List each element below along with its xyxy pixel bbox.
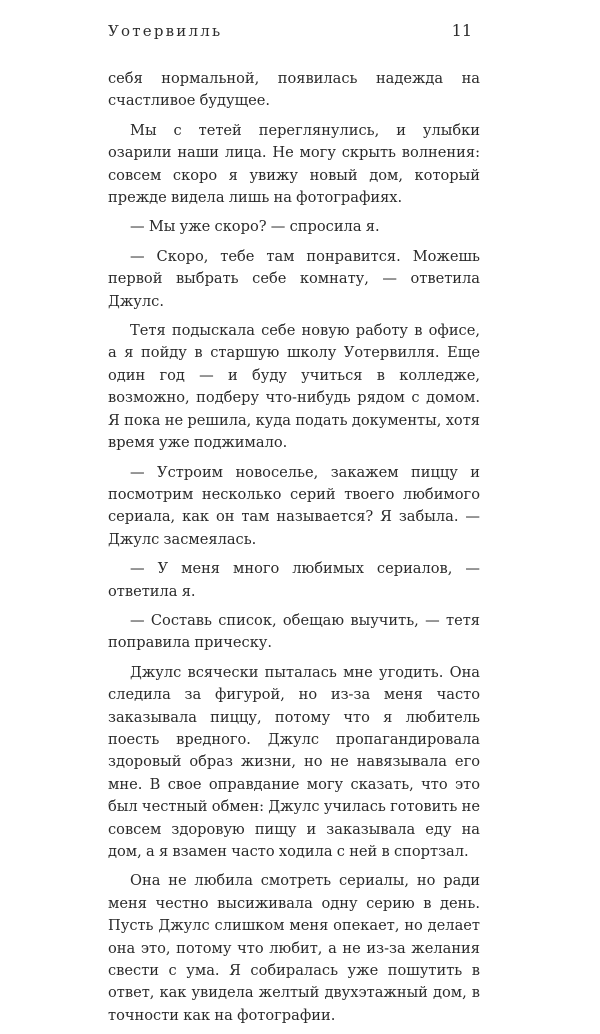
dialogue-line: — Устроим новоселье, закажем пиццу и посмотрим несколько серий твоего любимого сериала, как он там называется? Я забыла. — Джулс засмеялась. (108, 463, 480, 548)
dialogue-line: — Скоро, тебе там понравится. Можешь первой выбрать себе комнату, — ответила Джулс. (108, 247, 480, 310)
dialogue-line: — У меня много любимых сериалов, — ответила я. (108, 560, 480, 600)
body-text (108, 68, 480, 1034)
paragraph: Тетя подыскала себе новую работу в офисе, а я пойду в старшую школу Уотервилля. Еще один год — и буду учиться в колледже, возможно, подберу что-нибудь рядом с домом. Я пока не решила, куда подать документы, хотя время уже поджимало. (108, 322, 480, 452)
paragraph: Джулс всячески пыталась мне угодить. Она следила за фигурой, но из-за меня часто заказывала пиццу, потому что я любитель поесть вредного. Джулс пропагандировала здоровый образ жизни, но не навязывала его мне. В свое оправдание могу сказать, что это был честный обмен: Джулс училась готовить не совсем здоровую пищу и заказывала еду на дом, а я взамен часто ходила с ней в спортзал. (108, 663, 480, 860)
running-header-title: Уотервилль (108, 22, 223, 40)
paragraph: Мы с тетей переглянулись, и улыбки озарили наши лица. Не могу скрыть волнения: совсем скоро я увижу новый дом, который прежде видела лишь на фотографиях. (108, 121, 480, 207)
dialogue-line: — Составь список, обещаю выучить, — тетя поправила прическу. (108, 611, 480, 652)
dialogue-line: — Мы уже скоро? — спросила я. (130, 218, 380, 236)
page-number: 11 (451, 21, 472, 40)
paragraph-continued: себя нормальной, появилась надежда на счастливое будущее. (108, 70, 480, 110)
paragraph: Она не любила смотреть сериалы, но ради меня честно высиживала одну серию в день. Пусть Джулс слишком меня опекает, но делает она это, потому что любит, а не из-за желания свести с ума. Я собиралась уже пошутить в ответ, как увидела желтый двухэтажный дом, в точности как на фотографии. (108, 872, 480, 1024)
